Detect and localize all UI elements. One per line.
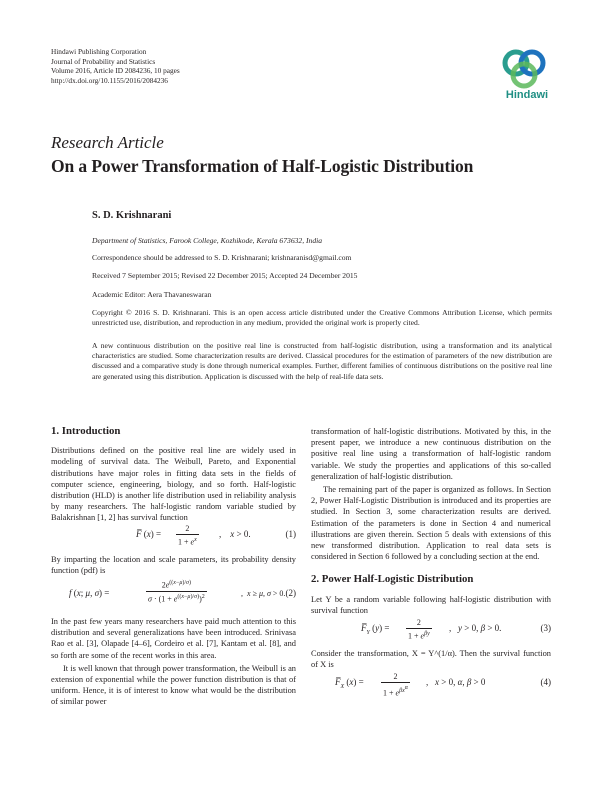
right-paragraph-2: The remaining part of the paper is organized as follows. In Section 2, Power Half-Logistic Distribution is introduced and its properties are studied. In Section 3, some characterization results are derived. Estimation of the parameters is done in Section 4 and numerical illustrations are given therein. Section 5 deals with extensions of this new transformed distribution. Application to real data sets is considered in Section 6 followed by a concluding section at the end. <box>311 485 551 562</box>
intro-paragraph-4: It is well known that through power transformation, the Weibull is an extension of exponential while the power function distribution is that of uniform. Hence, it is of interest to know what would be the distribution of similar power <box>51 663 296 707</box>
journal-name-line: Journal of Probability and Statistics <box>51 56 156 66</box>
copyright-notice: Copyright © 2016 S. D. Krishnarani. This is an open access article distributed under the Creative Commons Attribution License, which permits unrestricted use, distribution, and reproduction in any medium, provided the original work is properly cited. <box>92 308 552 327</box>
equation-4: $F̅_X$ (x) = 2 $1 + e^{\beta x^\alpha}$ , x > 0, α, β > 0 (4) <box>335 672 551 699</box>
left-column <box>51 426 296 708</box>
hindawi-logo-text: Hindawi <box>505 89 549 101</box>
intro-paragraph-3: In the past few years many researchers have paid much attention to this distribution and several generalizations have been introduced. Srinivasa Rao et al. [3], Olapade [4–6], Cordeiro et al. [7], Kantam et al. [8], and so forth are some of the recent works in this area. <box>51 617 296 660</box>
section-1-heading: 1. Introduction <box>51 425 121 437</box>
intro-paragraph-2: By imparting the location and scale parameters, its probability density function (pdf) is <box>51 554 296 575</box>
dates: Received 7 September 2015; Revised 22 December 2015; Accepted 24 December 2015 <box>92 271 358 280</box>
right-column <box>311 426 551 698</box>
section-2-paragraph-2: Consider the transformation, X = Y^(1/α). Then the survival function of X is <box>311 649 551 670</box>
equation-3: $F̅_Y$ (y) = 2 $1 + e^{\beta y}$ , y > 0, β > 0. (3) <box>361 618 551 641</box>
equation-1: F̅ (x) = $\frac{2}{1 + e^x}$ , x > 0. (1) <box>136 523 296 547</box>
correspondence: Correspondence should be addressed to S. D. Krishnarani; krishnaranisd@gmail.com <box>92 253 352 262</box>
right-paragraph-1: transformation of half-logistic distributions. Motivated by this, in the present paper, we introduce a new continuous distribution on the positive real line using a transformation of half-logistic random variable. We study the properties and applications of this so-called generalization of half-logistic distribution. <box>311 427 551 481</box>
academic-editor: Academic Editor: Aera Thavaneswaran <box>92 290 212 299</box>
section-2-paragraph-1: Let Y be a random variable following half-logistic distribution with survival function <box>311 594 551 615</box>
abstract: A new continuous distribution on the positive real line is constructed from half-logistic distribution, using a transformation and its analytical characteristics are studied. Some characterization results are derived. Classical procedures for the estimation of parameters of the new distribution are discussed and a comparative study is done through numerical examples. Further, different families of continuous distributions on the positive real line are generated using this distribution. Application is discussed with the help of real-life data sets. <box>92 341 552 381</box>
paper-title: On a Power Transformation of Half-Logistic Distribution <box>51 156 474 176</box>
equation-4-number: (4) <box>540 677 551 688</box>
equation-2: f (x; μ, σ) = $\frac{2e^{((x-\mu)/\sigma)}}{\sigma \cdot (1 + e^{((x-\mu)/\sigma)})^2}$ , x ≥ μ, σ > 0. (2) <box>69 580 296 604</box>
affiliation: Department of Statistics, Farook College, Kozhikode, Kerala 673632, India <box>92 236 323 245</box>
publisher-line: Hindawi Publishing Corporation <box>51 47 147 56</box>
section-2-heading: 2. Power Half-Logistic Distribution <box>311 573 474 586</box>
equation-3-number: (3) <box>540 623 551 634</box>
article-type: Research Article <box>51 133 164 152</box>
doi-link[interactable]: http://dx.doi.org/10.1155/2016/2084236 <box>51 75 168 85</box>
volume-line: Volume 2016, Article ID 2084236, 10 pages <box>51 66 180 76</box>
author-name: S. D. Krishnarani <box>92 210 172 221</box>
journal-header <box>51 47 180 85</box>
equation-1-number: (1) <box>285 528 296 539</box>
intro-paragraph-1: Distributions defined on the positive real line are widely used in modeling of survival data. The Weibull, Pareto, and Exponential distributions have major roles in fitting data sets in the fields of computer science, engineering, biology, and so forth. Half-logistic distribution (HLD) is another life distribution used in reliability analysis by many researchers. The half-logistic random variable studied by Balakrishnan [1, 2] has survival function <box>51 446 296 523</box>
equation-2-number: (2) <box>285 588 296 599</box>
